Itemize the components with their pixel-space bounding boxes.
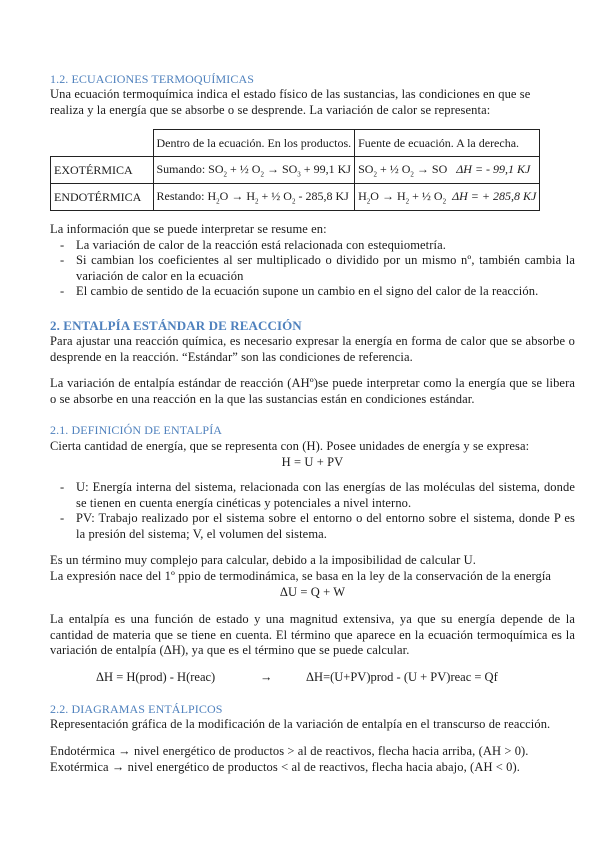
intro-line-2: realiza y la energía que se absorbe o se desprende. La variación de calor se representa: <box>50 102 491 117</box>
intro-line-1: Una ecuación termoquímica indica el estado físico de las sustancias, las condiciones en que se <box>50 87 531 101</box>
info-block <box>50 222 575 300</box>
table-header-col1: Dentro de la ecuación. En los productos. <box>153 130 355 157</box>
table-row <box>51 157 540 184</box>
paragraph-s22-1: Representación gráfica de la modificación de la variación de entalpía en el transcurso de reacción. <box>50 717 551 731</box>
s21-list <box>50 480 575 542</box>
table-corner-cell <box>51 130 154 157</box>
paragraph-s2-1: Para ajustar una reacción química, es necesario expresar la energía en forma de calor que se absorbe o desprende en la reacción. “Estándar” son las condiciones de referencia. <box>50 334 575 364</box>
exo-outside-equation: $SO_2$ + ½ $O_2$ → SO ΔH = - 99,1 KJ <box>355 157 540 184</box>
row-label-exotermica: EXOTÉRMICA <box>51 157 154 184</box>
list-item: - La variación de calor de la reacción está relacionada con estequiometría. <box>50 238 575 254</box>
paragraph-s21-lead: Cierta cantidad de energía, que se representa con (H). Posee unidades de energía y se expresa: <box>50 439 530 453</box>
exo-inside-equation: Sumando: $SO_2$ + ½ $O_2 \to SO_3 + 99,1$ KJ <box>153 157 355 184</box>
formula-u: ΔU = Q + W <box>279 585 346 599</box>
list-item: - U: Energía interna del sistema, relacionada con las energías de las moléculas del sistema, donde se tienen en cuenta energía cinéticas y potenciales a nivel interno. <box>50 480 575 511</box>
section-title-2: 2. ENTALPÍA ESTÁNDAR DE REACCIÓN <box>50 318 302 333</box>
row-label-endotermica: ENDOTÉRMICA <box>51 184 154 211</box>
info-lead: La información que se puede interpretar se resume en: <box>50 222 327 236</box>
list-item: - PV: Trabajo realizado por el sistema sobre el entorno o del entorno sobre el sistema, donde P es la presión del sistema; V, el volumen del sistema. <box>50 511 575 542</box>
section-title-1-2: 1.2. ECUACIONES TERMOQUÍMICAS <box>50 72 255 86</box>
endo-outside-equation: $H_2O \to H_2$ + ½ $O_2$ ΔH = + 285,8 KJ <box>355 184 540 211</box>
info-list <box>50 238 575 300</box>
paragraph-s22-2: Endotérmica → nivel energético de productos > al de reactivos, flecha hacia arriba, (AH > 0). <box>50 744 529 758</box>
paragraph-s21-3: Es un término muy complejo para calcular, debido a la imposibilidad de calcular U. <box>50 553 476 567</box>
table-header-col2: Fuente de ecuación. A la derecha. <box>355 130 540 157</box>
endo-inside-equation: Restando: $H_2O \to H_2$ + ½ $O_2 - 285,8$ KJ <box>153 184 355 211</box>
list-item: - Si cambian los coeficientes al ser multiplicado o dividido por un mismo nº, también cambia la variación de calor en la ecuación <box>50 253 575 284</box>
section-title-2-2: 2.2. DIAGRAMAS ENTÁLPICOS <box>50 702 223 716</box>
paragraph-intro <box>50 87 575 118</box>
paragraph-s22-3: Exotérmica → nivel energético de productos < al de reactivos, flecha hacia abajo, (AH < 0). <box>50 760 521 774</box>
table-header-row <box>51 130 540 157</box>
formula-dh-left: ΔH = H(prod) - H(reac) <box>96 670 216 684</box>
thermo-table <box>50 129 540 211</box>
paragraph-s2-2: La variación de entalpía estándar de reacción (AHº)se puede interpretar como la energía que se libera o se absorbe en una reacción en la que las sustancias están en condiciones estándar. <box>50 376 575 406</box>
paragraph-s21-5: La entalpía es una función de estado y una magnitud extensiva, ya que su energía depende de la cantidad de materia que se tiene en cuenta. El término que aparece en la ecuación termoquímica es la variación de entalpía (ΔH), ya que es el término que se puede calcular. <box>50 612 575 657</box>
arrow-icon: → <box>260 670 273 684</box>
section-title-2-1: 2.1. DEFINICIÓN DE ENTALPÍA <box>50 423 223 437</box>
formula-dh-right: ΔH=(U+PV)prod - (U + PV)reac = Qf <box>306 670 498 684</box>
table-row <box>51 184 540 211</box>
list-item: - El cambio de sentido de la ecuación supone un cambio en el signo del calor de la reacción. <box>50 284 575 300</box>
paragraph-s21-4: La expresión nace del 1º ppio de termodinámica, se basa en la ley de la conservación de la energía <box>50 569 552 583</box>
formula-h: H = U + PV <box>281 455 344 469</box>
